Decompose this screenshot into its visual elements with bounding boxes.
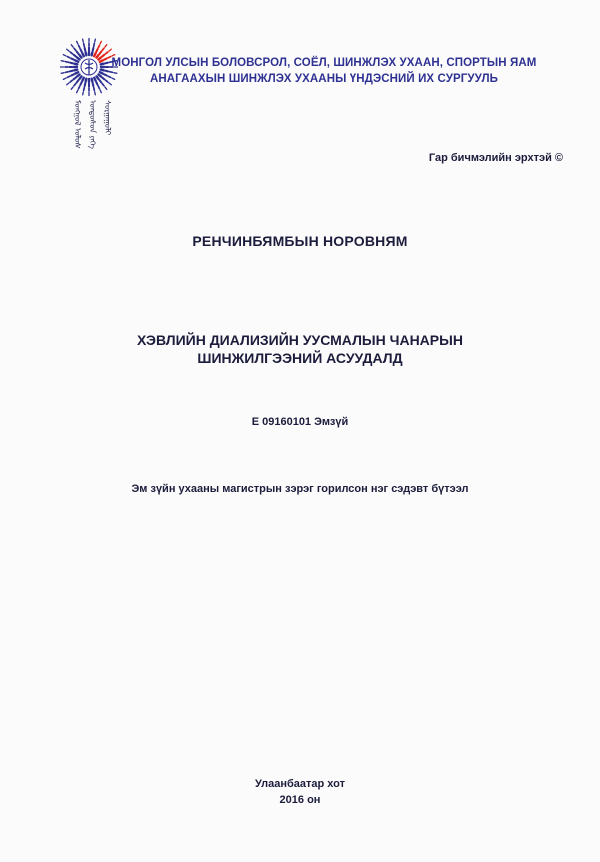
emblem-ray — [98, 86, 99, 89]
emblem-ray — [79, 86, 80, 89]
degree-statement: Эм зүйн ухааны магистрын зэрэг горилсон нэг сэдэвт бүтээл — [131, 483, 469, 495]
emblem-ray — [102, 48, 104, 50]
emblem-ray — [94, 44, 95, 47]
emblem-ray — [85, 48, 86, 51]
mongolian-script-line: ᠤᠨᠳᠤᠰᠤᠨ ᠶᠡᠬᠡ — [88, 100, 97, 149]
mongolian-script-line: ᠰᠤᠷᠭᠠᠭᠤᠯᠢ — [103, 100, 112, 136]
emblem-ray — [81, 49, 82, 52]
emblem-ray — [98, 45, 99, 48]
mongolian-script-logotype — [62, 100, 122, 182]
place-and-year — [0, 776, 600, 808]
emblem-ray — [84, 87, 85, 90]
emblem-ray — [70, 71, 73, 72]
thesis-title-line: ШИНЖИЛГЭЭНИЙ АСУУДАЛД — [197, 350, 403, 366]
emblem-ray — [105, 87, 107, 89]
emblem-ray — [63, 55, 66, 56]
emblem-ray — [101, 70, 104, 71]
author-name: РЕНЧИНБЯМБЫН НОРОВНЯМ — [192, 233, 408, 249]
emblem-ray — [93, 48, 94, 51]
emblem-ray — [95, 92, 96, 95]
emblem-ray — [74, 70, 77, 71]
year: 2016 он — [279, 794, 321, 806]
emblem-ray — [99, 52, 101, 54]
emblem-ray — [77, 52, 79, 54]
university-name: АНАГААХЫН ШИНЖЛЭХ УХААНЫ ҮНДЭСНИЙ ИХ СУРГУУЛЬ — [149, 73, 499, 85]
emblem-ray — [67, 49, 69, 51]
emblem-ray — [100, 41, 101, 44]
emblem-ray — [84, 44, 85, 47]
emblem-ray — [112, 55, 115, 56]
emblem-ray — [96, 49, 97, 52]
emblem-ray — [92, 52, 93, 55]
thesis-title — [0, 331, 600, 367]
mongolian-script-line: ᠮᠣᠩᠭᠣᠯ ᠤᠯᠤᠰ — [73, 100, 82, 149]
emblem-ray — [83, 92, 84, 95]
emblem-ray — [94, 53, 95, 56]
emblem-ray — [95, 39, 96, 42]
emblem-ray — [100, 90, 101, 93]
emblem-ray — [82, 53, 83, 56]
emblem-ray — [105, 45, 107, 47]
emblem-ray — [77, 90, 78, 93]
thesis-title-line: ХЭВЛИЙН ДИАЛИЗИЙН УУСМАЛЫН ЧАНАРЫН — [137, 332, 463, 348]
emblem-ray — [70, 52, 72, 54]
emblem-ray — [86, 52, 87, 55]
emblem-ray — [77, 41, 78, 44]
emblem-ray — [105, 71, 108, 72]
emblem-ray — [83, 39, 84, 42]
copyright-notice: Гар бичмэлийн эрхтэй © — [428, 152, 563, 164]
emblem-ray — [79, 45, 80, 48]
city: Улаанбаатар хот — [254, 778, 345, 790]
emblem-ray — [71, 45, 73, 47]
emblem-ray — [109, 49, 111, 51]
ministry-name: МОНГОЛ УЛСЫН БОЛОВСРОЛ, СОЁЛ, ШИНЖЛЭХ УХААН, СПОРТЫН ЯАМ — [111, 57, 537, 69]
emblem-ray — [74, 48, 76, 50]
emblem-ray — [71, 87, 73, 89]
emblem-ray — [105, 52, 107, 54]
specialty-code: Е 09160101 Эмзүй — [251, 416, 349, 428]
emblem-ray — [94, 87, 95, 90]
